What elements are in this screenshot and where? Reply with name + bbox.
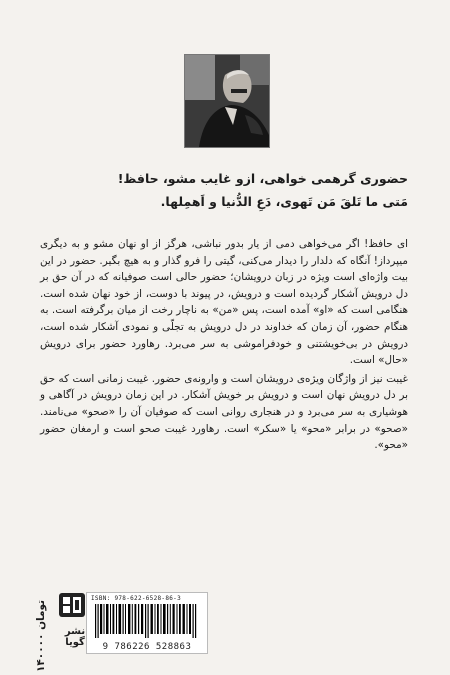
verse-line-2: مَتی ما تَلقَ مَن تَهوی، دَعِ الدُّنیا و اَهمِلها. xyxy=(160,194,408,209)
publisher-name: نشر گویا xyxy=(64,626,86,648)
paragraph-2: غیبت نیز از واژگان ویژه‌ی درویشان است و وارونه‌ی حضور. غیبت زمانی است که حق بر دل درویش نهان است و درویش بر خویش آشکار. در این زمان درویش در آگاهی و هوشیاری به سر می‌برد و در هنجاری روانی است که صوفیان آن را «صحو» می‌نامند. «صحو» در برابر «محو» یا «سکر» است. رهاورد غیبت صحو است و ارمغان حضور «محو». xyxy=(40,372,408,452)
author-photo xyxy=(185,55,269,147)
isbn-barcode xyxy=(86,592,208,654)
publisher-logo-icon xyxy=(59,593,85,617)
price-label xyxy=(30,599,52,673)
verse-line-1: حضوری گرهمی خواهی، ازو غایب مشو، حافظ! xyxy=(117,171,408,186)
barcode-icon xyxy=(93,604,201,638)
price-text: ۱۴۰۰۰۰ تومان xyxy=(35,599,47,673)
isbn-text: ISBN: 978-622-6528-86-3 xyxy=(91,595,181,602)
back-cover-text xyxy=(40,236,408,456)
barcode-digits: 9 786226 528863 xyxy=(102,642,192,652)
paragraph-1: ای حافظ! اگر می‌خواهی دمی از یار بدور نباشی، هرگز از او نهان مشو و به دیگری میپرداز! آنگاه که دلدار را دیدار می‌کنی، گیتی را فرو گذار و به هیچ بگیر. حضور در این بیت واژه‌ای است ویژه در زبان درویشان؛ حضور حالی است صوفیانه که در آن حق بر دل درویش آشکار گردیده است و درویش، در پیوند با دوست، از خود نهان شده است. هنگامی است که «او» آمده است، پس «من» به ناچار رخت از میان برگرفته است. به هنگام حضور، آن زمان که خداوند در دل درویش به تجلّی و نمودی آشکار شده است، درویش در بی‌خویشتنی و خودفراموشی به سر می‌برد. رهاورد حضور برای درویش «حال» است. xyxy=(40,238,408,367)
